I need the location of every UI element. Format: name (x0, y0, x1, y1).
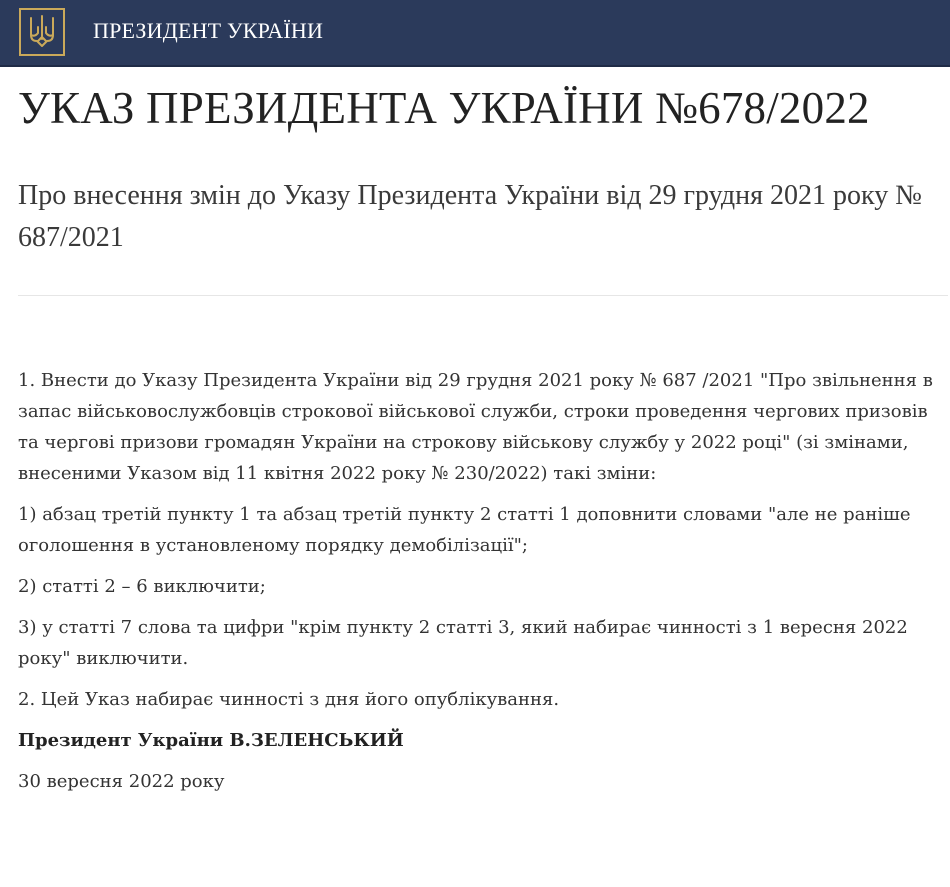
decree-paragraph-1: 1. Внести до Указу Президента України від 29 грудня 2021 року № 687 /2021 "Про звільнення в запас військовослужбовців строкової військової служби, строки проведення чергових призовів та чергові призови громадян України на строкову військову службу у 2022 році" (зі змінами, внесеними Указом від 11 квітня 2022 року № 230/2022) такі зміни: (18, 370, 933, 484)
divider (18, 295, 948, 296)
decree-body (18, 365, 933, 807)
site-header (0, 0, 950, 67)
site-title[interactable]: ПРЕЗИДЕНТ УКРАЇНИ (93, 18, 324, 43)
decree-paragraph-4: 3) у статті 7 слова та цифри "крім пункту 2 статті 3, який набирає чинності з 1 вересня 2022 року" виключити. (18, 617, 908, 669)
decree-paragraph-2: 1) абзац третій пункту 1 та абзац третій пункту 2 статті 1 доповнити словами "але не раніше оголошення в установленому порядку демобілізації"; (18, 504, 911, 556)
trident-icon-graphic (27, 13, 57, 51)
decree-paragraph-3: 2) статті 2 – 6 виключити; (18, 576, 266, 597)
decree-title: УКАЗ ПРЕЗИДЕНТА УКРАЇНИ №678/2022 (18, 83, 870, 133)
signature: Президент України В.ЗЕЛЕНСЬКИЙ (18, 730, 404, 751)
decree-date: 30 вересня 2022 року (18, 771, 225, 792)
decree-subtitle: Про внесення змін до Указу Президента України від 29 грудня 2021 року № 687/2021 (18, 180, 922, 253)
trident-icon[interactable] (19, 8, 65, 56)
decree-paragraph-5: 2. Цей Указ набирає чинності з дня його опублікування. (18, 689, 560, 710)
